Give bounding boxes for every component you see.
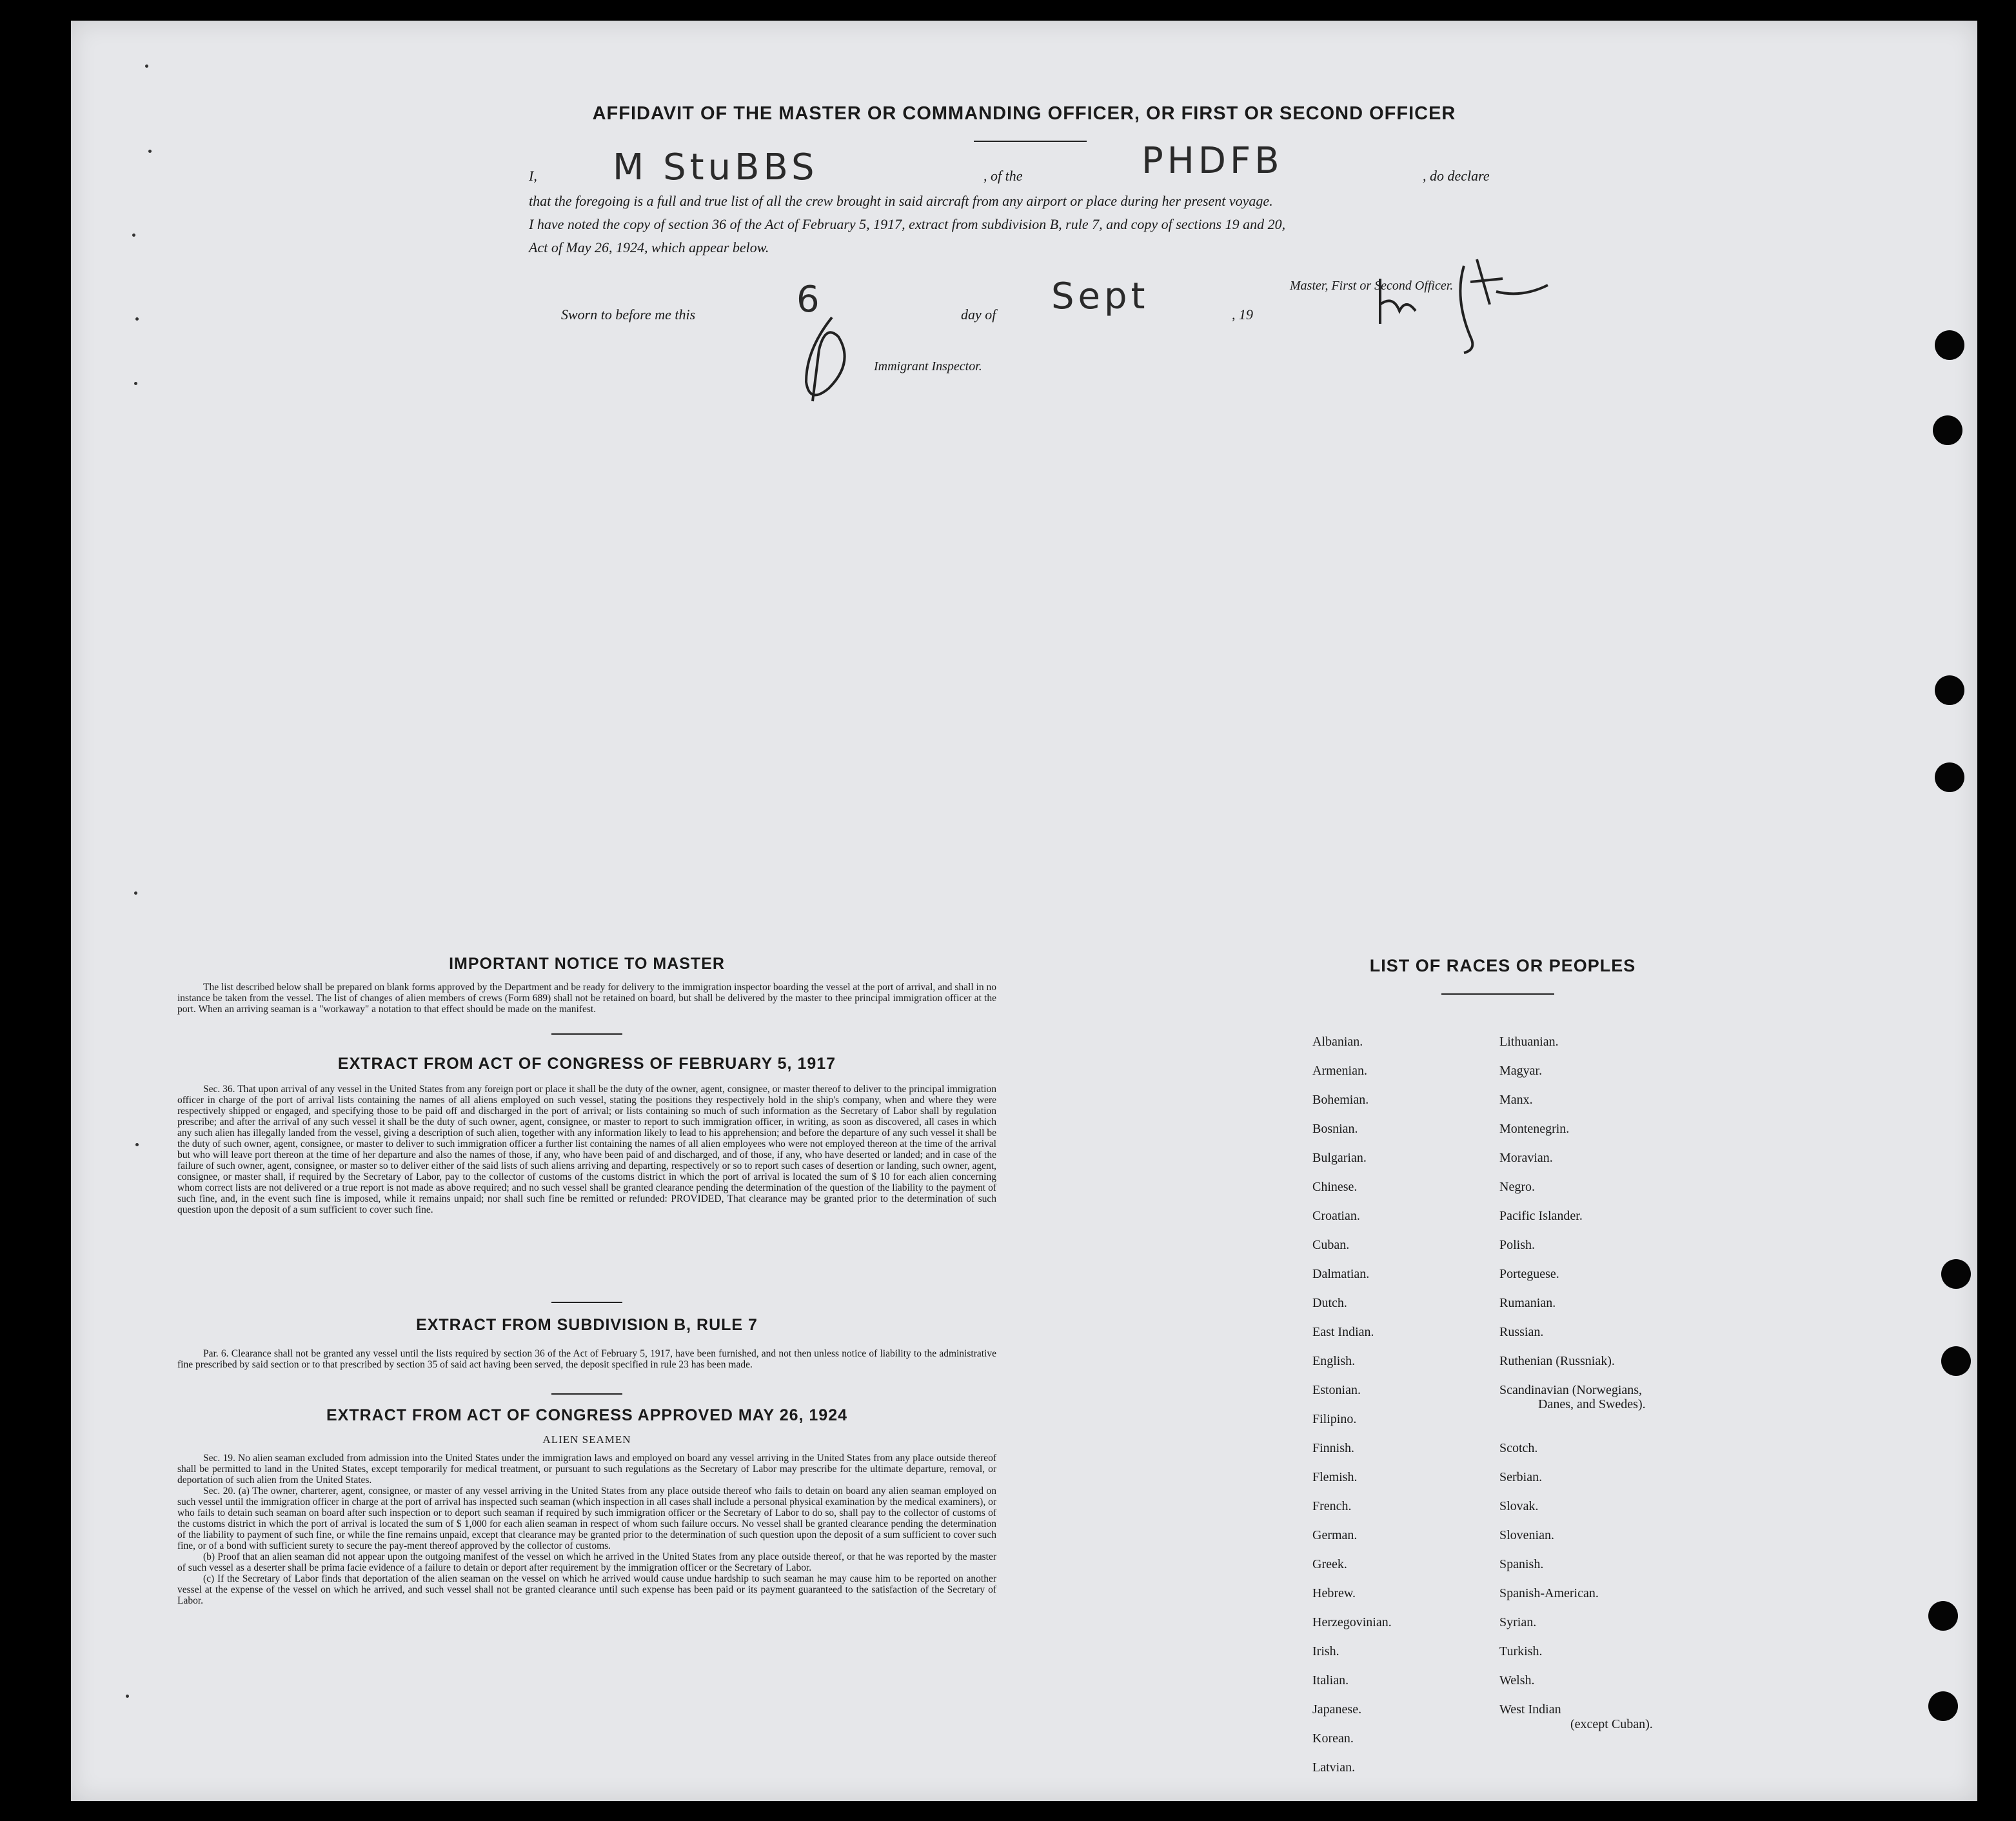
affidavit-line: I have noted the copy of section 36 of the Act of February 5, 1917, extract from subdivision B, rule 7, and copy of sections 19 and 20, <box>529 216 1286 232</box>
speck <box>148 150 152 153</box>
master-name-handwritten: M StuBBS <box>613 146 818 188</box>
extract-1917-title: EXTRACT FROM ACT OF CONGRESS OF FEBRUARY 5, 1917 <box>337 1055 836 1073</box>
race-item: Chinese. <box>1312 1180 1358 1194</box>
race-item: Scotch. <box>1499 1441 1538 1455</box>
race-item: Negro. <box>1499 1180 1535 1194</box>
race-item: Hebrew. <box>1312 1586 1356 1600</box>
punch-hole <box>1935 675 1964 705</box>
speck <box>126 1695 129 1698</box>
race-item: Cuban. <box>1312 1238 1350 1252</box>
notice-text: The list described below shall be prepared on blank forms approved by the Department and be ready for delivery to the immigration inspector boarding the vessel at the port of arrival, and shall in no instance be taken from the vessel. The list of changes of alien members of crews (Form 689) shall not be retained on board, but shall be delivered by the master to thee principal immigration officer at the port. When an arriving seaman is a "workaway" a notation to that effect should be made on the manifest. <box>177 982 996 1015</box>
speck <box>145 65 148 68</box>
race-item: Syrian. <box>1499 1615 1537 1629</box>
race-item: Korean. <box>1312 1731 1354 1746</box>
inspector-label: Immigrant Inspector. <box>874 359 982 373</box>
race-item: Montenegrin. <box>1499 1122 1570 1136</box>
sec-20a-paragraph: Sec. 20. (a) The owner, charterer, agent, consignee, or master of any vessel arriving in the United States from any place outside thereof who fails to detain on board any alien seaman employed on such vessel until the immigration officer in charge at the port of arrival has inspected such seaman (which inspection in all cases shall include a personal physical examination by the medical examiners), or who fails to detain such seaman on board after such inspection or to deport such seaman if required by such immigration officer or the Secretary of Labor to do so, shall pay to the collector of customs of the customs district in which the port of arrival is located the sum of $ 1,000 for each alien seaman in respect of whom such failure occurs. No vessel shall be granted clearance pending the determination of the liability to payment of such fine, or while the fine remains unpaid, except that clearance may be granted prior to the determination of such question upon the deposit of a sum sufficient to cover such fine, or of a bond with sufficient surety to secure the pay-ment thereof approved by the collector of customs. <box>177 1486 996 1551</box>
race-item: Magyar. <box>1499 1064 1543 1078</box>
document-page <box>71 21 1977 1801</box>
extract-1924-text <box>177 1453 996 1606</box>
race-item: French. <box>1312 1499 1352 1513</box>
speck <box>135 317 139 321</box>
race-item: Danes, and Swedes). <box>1538 1397 1646 1411</box>
race-item: Pacific Islander. <box>1499 1209 1583 1223</box>
race-item: Serbian. <box>1499 1470 1543 1484</box>
speck <box>134 891 137 895</box>
race-item: Turkish. <box>1499 1644 1543 1658</box>
race-item: (except Cuban). <box>1570 1717 1653 1731</box>
sec-20c-paragraph: (c) If the Secretary of Labor finds that deportation of the alien seaman on the vessel on which he arrived would cause undue hardship to such seaman he may cause him to be reported on another vessel at the expense of the vessel on which he arrived, and such vessel shall not be granted clearance until such expense has been paid or its payment guaranteed to the satisfaction of the Secretary of Labor. <box>177 1573 996 1606</box>
race-item: Irish. <box>1312 1644 1339 1658</box>
race-item: Filipino. <box>1312 1412 1357 1426</box>
race-item: Japanese. <box>1312 1702 1362 1717</box>
extract-rule7-text: Par. 6. Clearance shall not be granted any vessel until the lists required by section 36 of the Act of February 5, 1917, have been furnished, and not then unless notice of liability to the administrative fine prescribed by said section or to that prescribed by section 35 of said act having been served, the deposit specified in rule 23 has been made. <box>177 1348 996 1370</box>
master-signature-label: Master, First or Second Officer. <box>1290 279 1454 293</box>
race-item: Greek. <box>1312 1557 1347 1571</box>
races-rule <box>1441 993 1554 995</box>
affidavit-line: Act of May 26, 1924, which appear below. <box>529 239 769 255</box>
race-item: Polish. <box>1499 1238 1536 1252</box>
punch-hole <box>1935 330 1964 360</box>
race-item: Scandinavian (Norwegians, <box>1499 1383 1643 1397</box>
race-item: Albanian. <box>1312 1035 1363 1049</box>
day-handwritten: 6 <box>796 279 824 321</box>
race-item: Lithuanian. <box>1499 1035 1559 1049</box>
notice-title: IMPORTANT NOTICE TO MASTER <box>449 955 725 973</box>
day-of-label: day of <box>961 306 996 323</box>
punch-hole <box>1928 1601 1958 1631</box>
race-item: Herzegovinian. <box>1312 1615 1392 1629</box>
race-item: English. <box>1312 1354 1356 1368</box>
race-item: Dutch. <box>1312 1296 1347 1310</box>
sec-20b-paragraph: (b) Proof that an alien seaman did not appear upon the outgoing manifest of the vessel on which he arrived in the United States from any place outside thereof, or that he was reported by the master of such vessel as a deserter shall be prima facie evidence of a failure to detain or deport after requirement by the immigration officer or the Secretary of Labor. <box>177 1551 996 1573</box>
race-item: Bohemian. <box>1312 1093 1369 1107</box>
race-item: Porteguese. <box>1499 1267 1559 1281</box>
punch-hole <box>1941 1259 1971 1289</box>
race-item: Moravian. <box>1499 1151 1553 1165</box>
alien-seamen-subtitle: ALIEN SEAMEN <box>542 1433 631 1446</box>
master-signature <box>1367 240 1554 356</box>
race-item: Spanish. <box>1499 1557 1544 1571</box>
race-item: Armenian. <box>1312 1064 1367 1078</box>
speck <box>134 382 137 385</box>
race-item: German. <box>1312 1528 1358 1542</box>
aircraft-handwritten: PHDFB <box>1141 140 1283 182</box>
year-label: , 19 <box>1232 306 1253 323</box>
race-item: Slovenian. <box>1499 1528 1554 1542</box>
race-item: Welsh. <box>1499 1673 1535 1687</box>
races-title: LIST OF RACES OR PEOPLES <box>1369 956 1636 975</box>
race-item: Bosnian. <box>1312 1122 1358 1136</box>
punch-hole <box>1928 1691 1958 1721</box>
affidavit-line: that the foregoing is a full and true list of all the crew brought in said aircraft from any airport or place during her present voyage. <box>529 193 1273 209</box>
punch-hole <box>1941 1346 1971 1376</box>
sworn-label: Sworn to before me this <box>561 306 696 323</box>
month-handwritten: Sept <box>1051 275 1149 317</box>
section-rule <box>551 1302 622 1303</box>
race-item: East Indian. <box>1312 1325 1374 1339</box>
i-label: I, <box>529 168 537 184</box>
section-rule <box>551 1033 622 1035</box>
speck <box>135 1143 139 1146</box>
race-item: Spanish-American. <box>1499 1586 1599 1600</box>
extract-1924-title: EXTRACT FROM ACT OF CONGRESS APPROVED MAY 26, 1924 <box>326 1406 848 1424</box>
extract-rule7-title: EXTRACT FROM SUBDIVISION B, RULE 7 <box>416 1316 758 1334</box>
race-item: Dalmatian. <box>1312 1267 1370 1281</box>
race-item: Russian. <box>1499 1325 1544 1339</box>
race-item: Estonian. <box>1312 1383 1361 1397</box>
section-rule <box>551 1393 622 1395</box>
race-item: Manx. <box>1499 1093 1533 1107</box>
race-item: Croatian. <box>1312 1209 1360 1223</box>
race-item: Finnish. <box>1312 1441 1355 1455</box>
extract-1917-text: Sec. 36. That upon arrival of any vessel in the United States from any foreign port or place it shall be the duty of the owner, agent, consignee, or master thereof to deliver to the principal immigration officer in charge of the port of arrival lists containing the names of all aliens employed on such vessel, stating the positions they respectively hold in the ship's company, when and where they were respectively shipped or engaged, and specifying those to be paid off and discharged in the port of arrival; or lists containing so much of such information as the Secretary of Labor shall by regulation prescribe; and after the arrival of any such vessel it shall be the duty of such owner, agent, consignee, or master to report to such immigration officer, in writing, as soon as discovered, all cases in which any such alien has illegally landed from the vessel, giving a description of such alien, together with any information likely to lead to his apprehension; and before the departure of any such vessel it shall be the duty of such owner, agent, consignee, or master to deliver to such immigration officer a further list containing the names of all alien employees who were not employed thereon at the time of the arrival but who will leave port thereon at the time of her departure and also the names of those, if any, who have been paid of and discharged, and of those, if any, who have deserted or landed; and in case of the failure of such owner, agent, consignee, or master so to deliver either of the said lists of such aliens arriving and departing, respectively or so to report such cases of desertion or landing, such owner, agent, consignee, or master shall, if required by the Secretary of Labor, pay to the collector of customs of the customs district in which the port of arrival is located the sum of $ 10 for each alien concerning whom correct lists are not delivered or a true report is not made as above required; and no such vessel shall be granted clearance pending the determination of the question of the liability to the payment of such fine, and, in the event such fine is imposed, while it remains unpaid; nor shall such fine be remitted or refunded: PROVIDED, That clearance may be granted prior to the determination of such question upon the deposit of a sum sufficient to cover such fine. <box>177 1084 996 1215</box>
race-item: Flemish. <box>1312 1470 1358 1484</box>
race-item: Slovak. <box>1499 1499 1539 1513</box>
punch-hole <box>1935 762 1964 792</box>
race-item: West Indian <box>1499 1702 1561 1717</box>
punch-hole <box>1933 415 1962 445</box>
do-declare-label: , do declare <box>1423 168 1490 184</box>
notices-column <box>177 21 996 1801</box>
race-item: Rumanian. <box>1499 1296 1556 1310</box>
race-item: Latvian. <box>1312 1760 1356 1775</box>
sec-19-paragraph: Sec. 19. No alien seaman excluded from admission into the United States under the immigration laws and employed on board any vessel arriving in the United States from any place outside thereof shall be permitted to land in the United States, except temporarily for medical treatment, or pursuant to such regulations as the Secretary of Labor may prescribe for the ultimate departure, removal, or deportation of such alien from the United States. <box>177 1453 996 1486</box>
speck <box>132 234 135 237</box>
race-item: Bulgarian. <box>1312 1151 1367 1165</box>
race-item: Ruthenian (Russniak). <box>1499 1354 1615 1368</box>
affidavit-title: AFFIDAVIT OF THE MASTER OR COMMANDING OFFICER, OR FIRST OR SECOND OFFICER <box>592 103 1456 124</box>
of-the-label: , of the <box>983 168 1023 184</box>
race-item: Italian. <box>1312 1673 1349 1687</box>
